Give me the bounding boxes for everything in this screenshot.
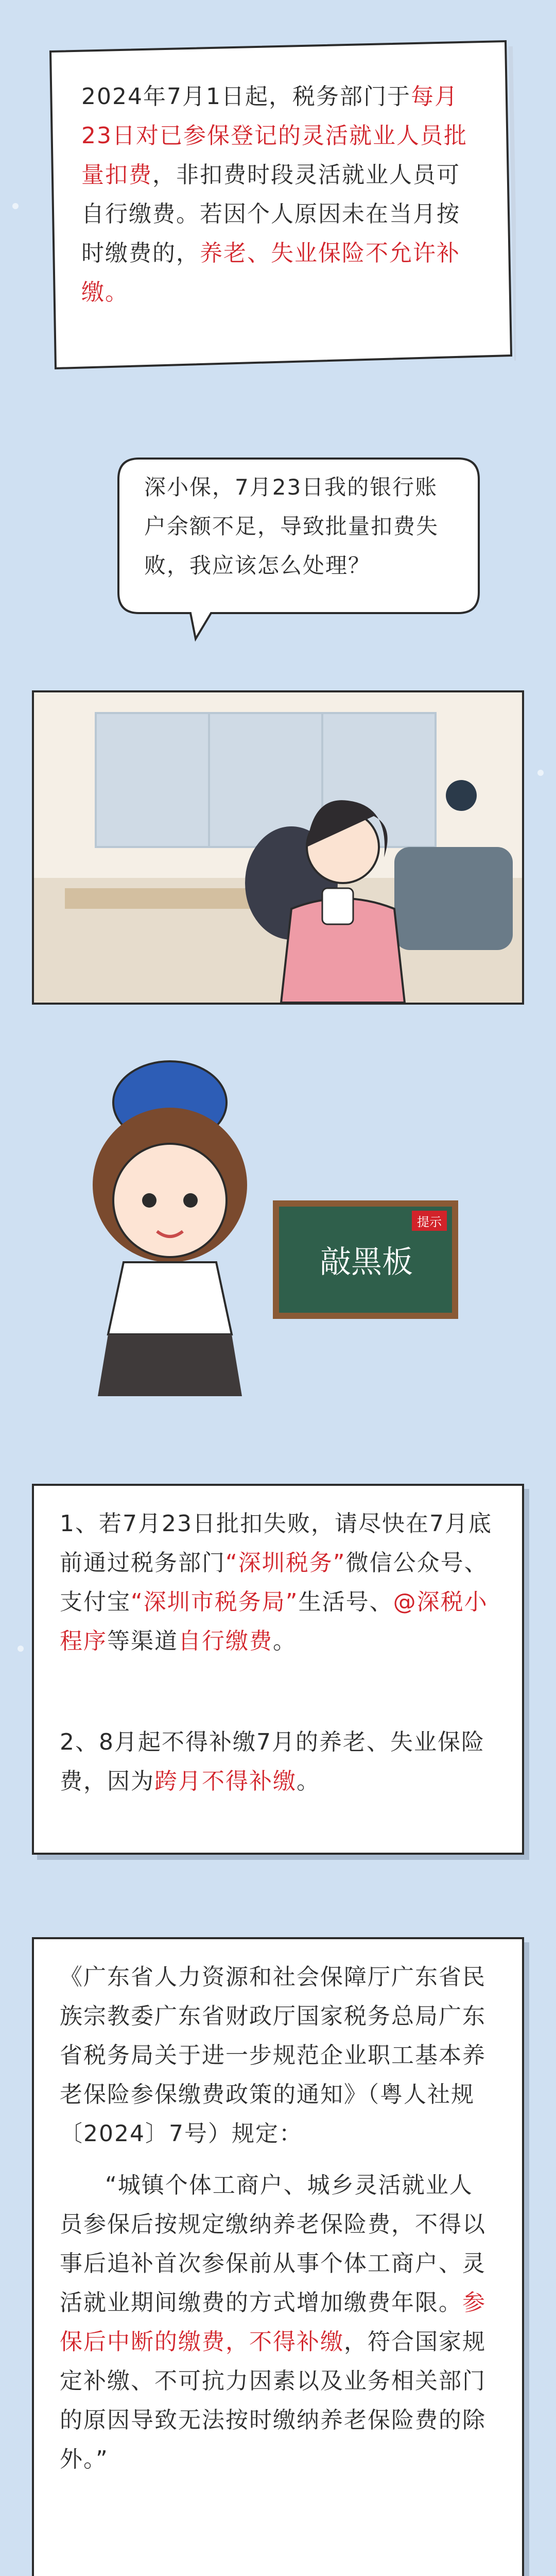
policy-quote bbox=[60, 2166, 496, 2479]
question-bubble bbox=[103, 453, 484, 644]
office-illustration bbox=[32, 690, 524, 1005]
intro-text-highlight1: 每月23日对已参保登记的灵活就业人员批量扣费 bbox=[81, 83, 467, 188]
intro-text bbox=[81, 77, 478, 312]
blackboard-label: 敲黑板 bbox=[320, 1244, 413, 1280]
answer-1-highlight-shenzhen-tax-bureau: “深圳市税务局” bbox=[131, 1589, 299, 1615]
blackboard bbox=[273, 1200, 458, 1319]
answer-1-text-3: 生活号、 bbox=[298, 1589, 393, 1615]
answer-1-highlight-self-pay: 自行缴费 bbox=[178, 1628, 273, 1654]
teacher-character bbox=[77, 1046, 479, 1437]
answer-2 bbox=[60, 1723, 496, 1801]
intro-text-highlight2: 养老、失业保险不允许补缴。 bbox=[81, 240, 460, 306]
answer-1-text: 1、若7月23日批扣失败，请尽快在7月底前通过税务部门 bbox=[60, 1511, 492, 1576]
answer-2-highlight: 跨月不得补缴 bbox=[154, 1768, 297, 1794]
policy-panel bbox=[32, 1937, 524, 2576]
question-text: 深小保，7月23日我的银行账户余额不足，导致批量扣费失败，我应该怎么处理？ bbox=[144, 474, 439, 578]
answer-1-text-4: 等渠道 bbox=[107, 1628, 178, 1654]
answer-1 bbox=[60, 1504, 496, 1661]
policy-quote-end: ，符合国家规定补缴、不可抗力因素以及业务相关部门的原因导致无法按时缴纳养老保险费的除外。” bbox=[60, 2329, 486, 2472]
intro-text-part1: 2024年7月1日起，税务部门于 bbox=[81, 83, 411, 110]
answers-panel bbox=[32, 1484, 524, 1855]
intro-paper bbox=[40, 36, 516, 376]
answer-1-highlight-shenzhen-tax: “深圳税务” bbox=[225, 1550, 346, 1576]
intro-text-part2: ，非扣费时段灵活就业人员可自行缴费。若因个人原因未在当月按时缴费的， bbox=[81, 162, 460, 266]
policy-quote-text: “城镇个体工商户、城乡灵活就业人员参保后按规定缴纳养老保险费，不得以事后追补首次参保前从事个体工商户、灵活就业期间缴费的方式增加缴费年限。 bbox=[60, 2172, 486, 2316]
policy-citation: 《广东省人力资源和社会保障厅广东省民族宗教委广东省财政厅国家税务总局广东省税务局关于进一步规范企业职工基本养老保险参保缴费政策的通知》（粤人社规〔2024〕7号）规定： bbox=[60, 1964, 486, 2147]
policy-quote-highlight: 参保后中断的缴费，不得补缴 bbox=[60, 2290, 486, 2355]
answer-2-text: 2、8月起不得补缴7月的养老、失业保险费，因为 bbox=[60, 1729, 485, 1794]
office-scene bbox=[34, 692, 522, 1003]
answer-2-end: 。 bbox=[297, 1768, 320, 1794]
answer-1-text-2: 微信公众号、支付宝 bbox=[60, 1550, 488, 1615]
blackboard-tag: 提示 bbox=[412, 1211, 447, 1231]
answer-1-end: 。 bbox=[273, 1628, 297, 1654]
answer-1-highlight-miniprogram: @深税小程序 bbox=[60, 1589, 488, 1654]
